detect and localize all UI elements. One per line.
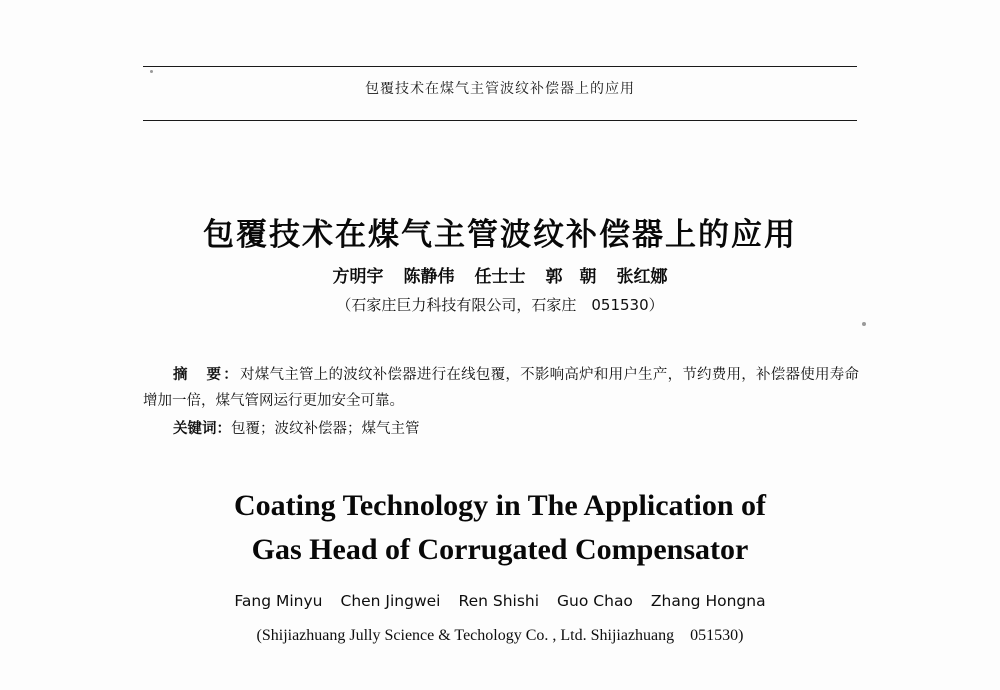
scan-speck <box>862 322 866 326</box>
keywords-block <box>143 416 859 442</box>
author-name: Ren Shishi <box>458 592 540 610</box>
english-title-line: Gas Head of Corrugated Compensator <box>251 533 749 566</box>
keywords-text: 包覆；波纹补偿器；煤气主管 <box>231 421 420 437</box>
abstract-text: 对煤气主管上的波纹补偿器进行在线包覆，不影响高炉和用户生产，节约费用，补偿器使用寿命增加一倍，煤气管网运行更加安全可靠。 <box>143 367 860 409</box>
english-title-line: Coating Technology in The Application of <box>233 489 767 522</box>
author-name: Zhang Hongna <box>650 592 766 610</box>
author-name: Guo Chao <box>557 592 633 610</box>
abstract-label: 摘 要： <box>173 367 240 383</box>
header-rule-bottom <box>143 120 857 121</box>
header-rule-top <box>143 66 857 67</box>
abstract-block <box>143 362 859 414</box>
scan-speck <box>150 70 153 73</box>
chinese-affiliation: （石家庄巨力科技有限公司，石家庄 051530） <box>336 296 664 314</box>
author-name: 陈静伟 <box>403 267 455 287</box>
page-title: 包覆技术在煤气主管波纹补偿器上的应用 <box>203 216 797 253</box>
english-affiliation: (Shijiazhuang Jully Science & Techology Co. , Ltd. Shijiazhuang 051530) <box>256 627 744 644</box>
author-name: Fang Minyu <box>234 592 323 610</box>
author-name: 方明宇 <box>332 267 384 287</box>
chinese-author-list <box>0 262 1000 287</box>
running-head: 包覆技术在煤气主管波纹补偿器上的应用 <box>365 81 635 97</box>
author-name: 张红娜 <box>616 267 668 287</box>
author-name: 任士士 <box>474 267 526 287</box>
keywords-label: 关键词： <box>173 421 231 437</box>
english-title <box>0 484 1000 572</box>
author-name: Chen Jingwei <box>340 592 441 610</box>
author-name: 郭 朝 <box>545 267 597 287</box>
english-author-list <box>0 592 1000 610</box>
